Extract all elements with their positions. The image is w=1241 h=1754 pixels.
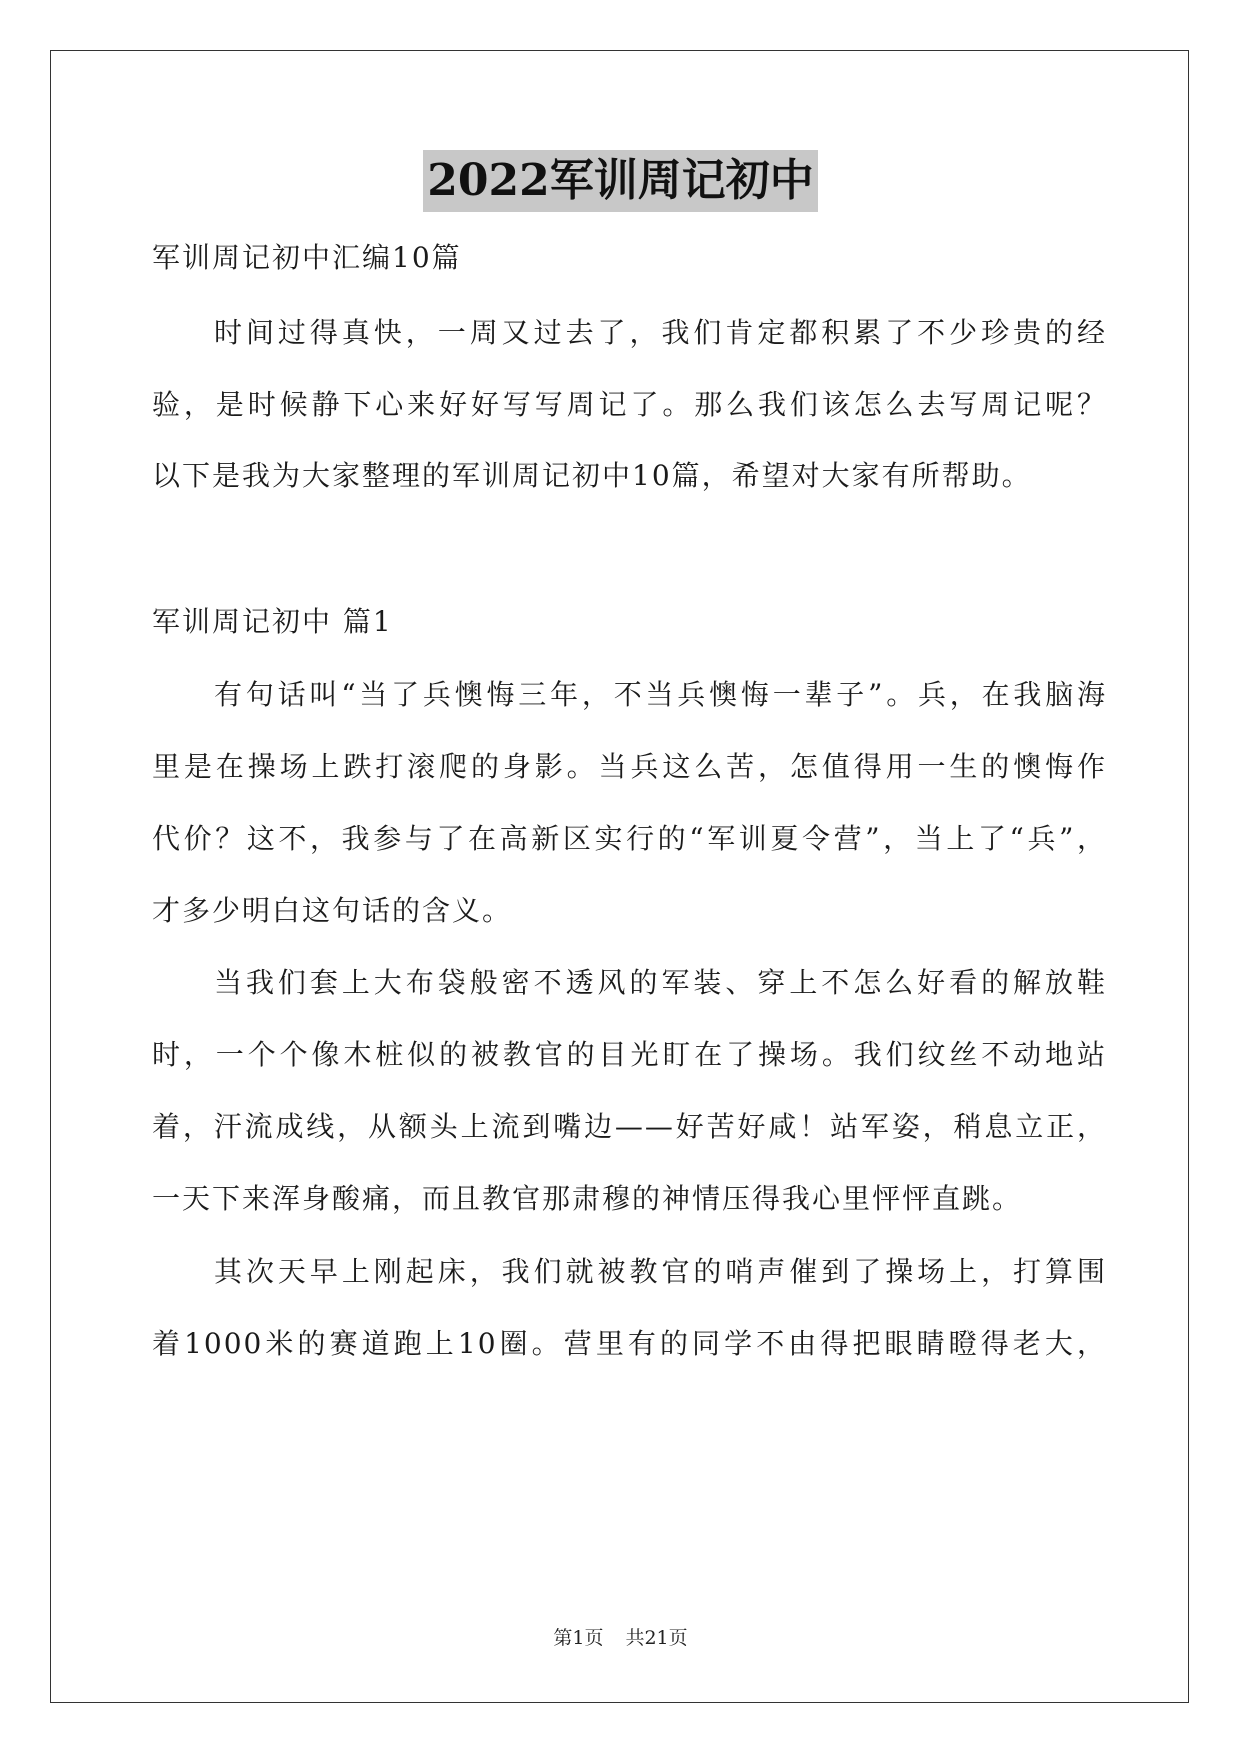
page-border [50,50,1189,1703]
page-total: 共21页 [625,1627,688,1649]
intro-line: 时间过得真快，一周又过去了，我们肯定都积累了不少珍贵的经 [214,316,1107,349]
paragraph-line: 其次天早上刚起床，我们就被教官的哨声催到了操场上，打算围 [214,1255,1107,1288]
subtitle: 军训周记初中汇编10篇 [152,241,462,274]
intro-line: 验，是时候静下心来好好写写周记了。那么我们该怎么去写周记呢？ [152,388,1107,421]
page-footer [0,1623,1241,1650]
paragraph-line: 当我们套上大布袋般密不透风的军装、穿上不怎么好看的解放鞋 [214,966,1107,999]
paragraph-line: 着1000米的赛道跑上10圈。营里有的同学不由得把眼睛瞪得老大， [152,1327,1107,1360]
paragraph-line: 时，一个个像木桩似的被教官的目光盯在了操场。我们纹丝不动地站 [152,1038,1107,1071]
section-heading: 军训周记初中 篇1 [152,605,393,638]
page-number: 第1页 [553,1627,604,1649]
document-title: 2022军训周记初中 [423,150,817,212]
paragraph-line: 代价？这不，我参与了在高新区实行的“军训夏令营”，当上了“兵”， [152,822,1107,855]
title-container [0,150,1241,212]
intro-line: 以下是我为大家整理的军训周记初中10篇，希望对大家有所帮助。 [152,459,1032,492]
paragraph-line: 一天下来浑身酸痛，而且教官那肃穆的神情压得我心里怦怦直跳。 [152,1182,1023,1215]
paragraph-line: 有句话叫“当了兵懊悔三年，不当兵懊悔一辈子”。兵，在我脑海 [214,678,1107,711]
paragraph-line: 才多少明白这句话的含义。 [152,894,513,927]
paragraph-line: 着，汗流成线，从额头上流到嘴边——好苦好咸！站军姿，稍息立正， [152,1110,1107,1143]
paragraph-line: 里是在操场上跌打滚爬的身影。当兵这么苦，怎值得用一生的懊悔作 [152,750,1107,783]
